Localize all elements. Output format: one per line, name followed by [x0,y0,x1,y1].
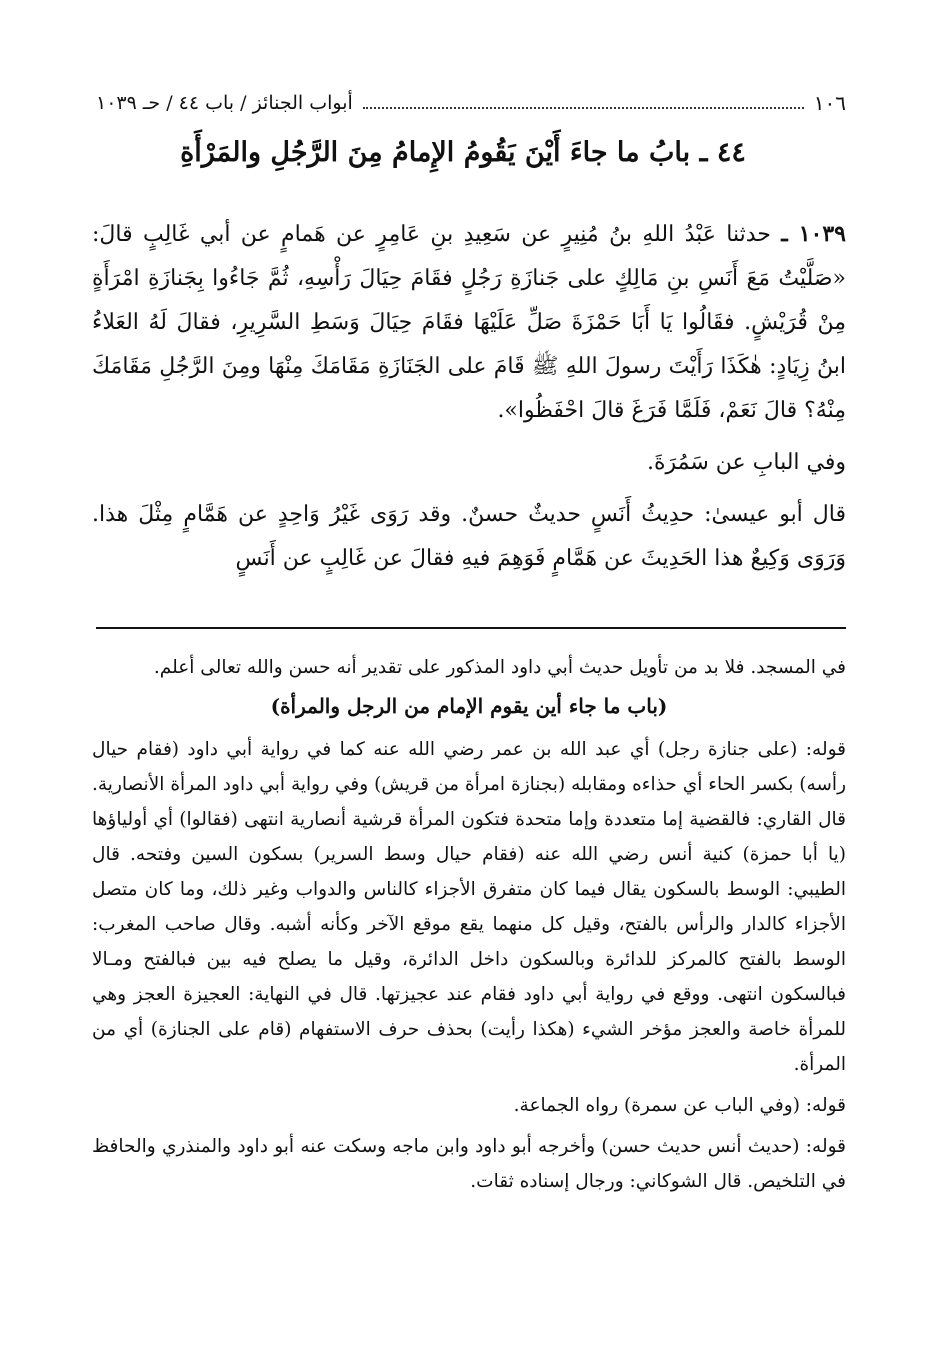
comment-paragraph: قال أبو عيسىٰ: حدِيثُ أَنَسٍ حديثٌ حسنٌ. وقد رَوَى غَيْرُ وَاحِدٍ عن هَمَّامٍ مِثْلَ هذا. وَرَوَى وَكِيعٌ هذا الحَدِيثَ عن هَمَّامٍ فَوَهِمَ فيهِ فقالَ عن غَالِبٍ عن أَنَسٍ [92,502,846,571]
running-header [96,88,846,118]
note-paragraph-1: قوله: (على جنازة رجل) أي عبد الله بن عمر رضي الله عنه كما في رواية أبي داود (فقام حيال رأسه) بكسر الحاء أي حذاءه ومقابله (بجنازة امرأة من قريش) وفي رواية أبي داود المرأة الأنصارية. قال القاري: فالقضية إما متعددة وإما متحدة فتكون المرأة قرشية أنصارية انتهى (فقالوا) أي أولياؤها (يا أبا حمزة) كنية أنس رضي الله عنه (فقام حيال وسط السرير) بسكون السين وفتحه. قال الطيبي: الوسط بالسكون يقال فيما كان متفرق الأجزاء كالناس والدواب وغير ذلك، وما كان متصل الأجزاء كالدار والرأس بالفتح، وقيل كل منهما يقع موقع الآخر وكأنه أشبه. وقال صاحب المغرب: الوسط بالفتح كالمركز للدائرة وبالسكون داخل الدائرة، وقيل ما يصلح فيه بين فبالفتح ومـالا فبالسكون انتهى. ووقع في رواية أبي داود فقام عند عجيزتها. قال في النهاية: العجيزة العجز وهي للمرأة خاصة والعجز مؤخر الشيء (هكذا رأيت) بحذف حرف الاستفهام (قام على الجنازة) أي من المرأة. [92,739,846,1075]
footnote-divider [96,627,846,629]
notes-section-title: (باب ما جاء أين يقوم الإمام من الرجل والمرأة) [270,694,668,718]
hadith-number: ١٠٣٩ ـ [781,221,846,247]
page-number: ١٠٦ [813,91,846,115]
running-title: أبواب الجنائز / باب ٤٤ / حـ ١٠٣٩ [96,92,353,114]
main-text [92,212,846,581]
hadith-paragraph [92,212,846,433]
header-dotted-leader [363,107,804,109]
notes-intro: في المسجد. فلا بد من تأويل حديث أبي داود المذكور على تقدير أنه حسن والله تعالى أعلم. [153,657,846,678]
commentary-notes [92,650,846,1199]
note-paragraph-3: قوله: (حديث أنس حديث حسن) وأخرجه أبو داود وابن ماجه وسكت عنه أبو داود والمنذري والحافظ في التلخيص. قال الشوكاني: ورجال إسناده ثقات. [92,1136,846,1192]
note-paragraph-2: قوله: (وفي الباب عن سمرة) رواه الجماعة. [513,1095,846,1116]
bab-paragraph: وفي البابِ عن سَمُرَةَ. [646,450,846,475]
chapter-title: ٤٤ ـ بابُ ما جاءَ أَيْنَ يَقُومُ الإِمامُ مِنَ الرَّجُلِ والمَرْأَةِ [180,137,746,168]
hadith-text: حدثنا عَبْدُ اللهِ بنُ مُنِيرٍ عن سَعِيدِ بنِ عَامِرٍ عن هَمامٍ عن أبي غَالِبٍ قالَ: «صَلَّيْتُ مَعَ أَنَسِ بنِ مَالِكٍ على جَنازَةِ رَجُلٍ فقَامَ حِيَالَ رَأْسِهِ، ثُمَّ جَاءُوا بِجَنازَةِ امْرَأَةٍ مِنْ قُرَيْشٍ. فقَالُوا يَا أَبَا حَمْزَةَ صَلِّ عَلَيْهَا فقَامَ حِيَالَ وَسَطِ السَّرِيرِ، فقالَ لَهُ العَلاءُ ابنُ زِيَادٍ: هٰكَذَا رَأَيْتَ رسولَ اللهِ ﷺ قَامَ على الجَنَازَةِ مَقَامَكَ مِنْهَا ومِنَ الرَّجُلِ مَقَامَكَ مِنْهُ؟ قالَ نَعَمْ، فَلَمَّا فَرَغَ قالَ احْفَظُوا». [92,222,846,423]
